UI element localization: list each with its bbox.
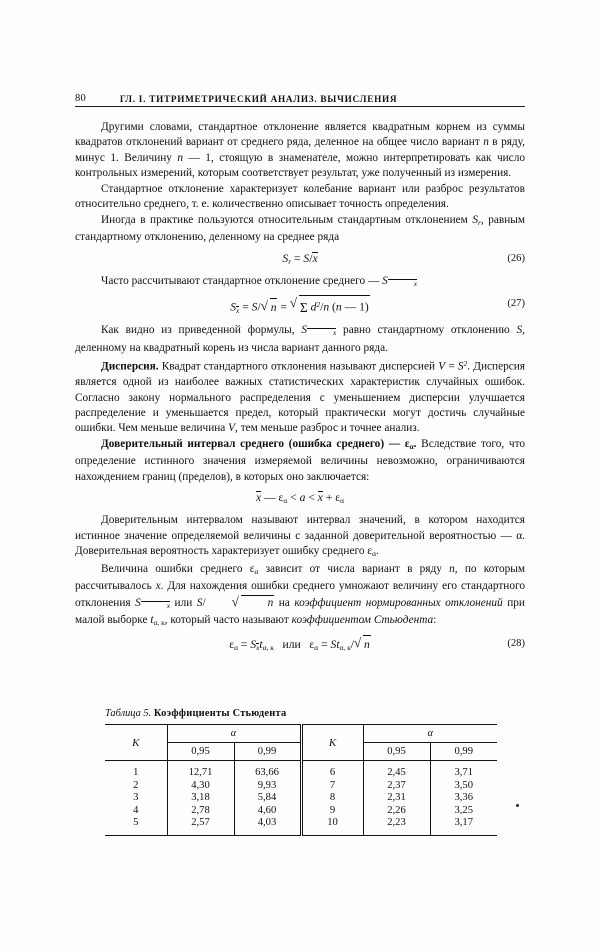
formula-28-number: (28) bbox=[507, 637, 525, 649]
formula-28: $\varepsilon_\alpha = S_xt_{\alpha, к}$ или $\varepsilon_\alpha = St_{\alpha, к}/$ √ n (28) bbox=[75, 635, 525, 656]
table-body bbox=[105, 761, 497, 836]
running-head-rule bbox=[75, 106, 525, 107]
header-sub-right-099: 0,99 bbox=[430, 743, 497, 761]
cell-a99: 4,03 bbox=[234, 817, 301, 835]
cell-a99: 5,84 bbox=[234, 792, 301, 805]
table-row bbox=[105, 761, 497, 780]
table-row bbox=[105, 780, 497, 793]
cell-k2: 6 bbox=[301, 761, 363, 780]
paragraph-1: Другими словами, стандартное отклонение является квадратным корнем из суммы квадратов отклонений вариант от среднего ряда, деленное на общее число вариант n в ряду, минус 1. Величину n — 1, стоящую в знаменателе, можно интерпретировать как число контрольных измерений, которым соответствует результат, уже полученный из измерения. bbox=[75, 121, 526, 180]
table-header-row-1 bbox=[105, 725, 497, 743]
paragraph-6: Дисперсия. Квадрат стандартного отклонения называют дисперсией $V = S^2$. Дисперсия является одной из наиболее важных статистических характеристик случайных ошибок. Согласно закону нормального распределения с уменьшением дисперсии улучшается распределение и уменьшается предел, который практически могут достичь случайные ошибки. Чем меньше величина V, тем меньше разброс и точнее анализ. bbox=[75, 358, 525, 435]
cell-k2: 9 bbox=[301, 805, 363, 818]
cell-a95: 3,18 bbox=[167, 792, 234, 805]
table-head bbox=[105, 725, 497, 761]
table-row bbox=[105, 805, 497, 818]
table-row bbox=[105, 792, 497, 805]
paragraph-8: Доверительным интервалом называют интервал значений, в котором находится истинное значение определяемой величины с заданной доверительной вероятностью — α. Доверительная вероятность характеризует ошибку среднего $\varepsilon_\alpha$. bbox=[75, 514, 525, 559]
cell-a95-2: 2,37 bbox=[363, 780, 430, 793]
formula-27-number: (27) bbox=[507, 298, 525, 310]
cell-a99: 4,60 bbox=[234, 805, 301, 818]
paragraph-6-lead: Дисперсия. bbox=[101, 360, 159, 373]
header-sub-left-095: 0,95 bbox=[167, 743, 234, 761]
cell-a95: 2,78 bbox=[167, 805, 234, 818]
cell-a95-2: 2,31 bbox=[363, 792, 430, 805]
student-coefficients-table bbox=[105, 724, 497, 836]
paragraph-9: Величина ошибки среднего $\varepsilon_\alpha$ зависит от числа вариант в ряду n, по которым рассчитывалось x. Для нахождения ошибки среднего умножают величину его стандартного отклонения S $_x$ или S/ √ n на коэффициент нормированных отклонений при малой выборке $t_{\alpha, к}$, который часто называют коэффициентом Стьюдента: bbox=[75, 562, 525, 631]
cell-a95: 12,71 bbox=[167, 761, 234, 780]
header-sub-left-099: 0,99 bbox=[234, 743, 301, 761]
paragraph-7: Доверительный интервал среднего (ошибка среднего) — $\varepsilon_\alpha$. Вследствие того, что определение истинного значения измеряемой величины невозможно, ограничиваются нахождением границ (пределов), в которых оно заключается: bbox=[75, 437, 526, 483]
header-alpha-left: α bbox=[167, 725, 301, 743]
formula-26-number: (26) bbox=[507, 252, 525, 264]
paragraph-7-lead: Доверительный интервал среднего (ошибка среднего) — $\varepsilon_\alpha$. bbox=[101, 437, 417, 451]
table-caption-number: Таблица 5. bbox=[105, 708, 152, 719]
cell-a99-2: 3,50 bbox=[430, 780, 497, 793]
paragraph-3: Иногда в практике пользуются относительным стандартным отклонением $S_r$, равным стандартному отклонению, деленному на среднее ряда bbox=[75, 213, 525, 244]
paragraph-9-italic-2: коэффициентом Стьюдента bbox=[291, 614, 434, 627]
cell-k2: 8 bbox=[301, 792, 363, 805]
page-number: 80 bbox=[75, 93, 86, 104]
header-k-left: К bbox=[105, 725, 167, 761]
formula-27: $S_x = S/$ √ n = √ Σ $d^2/n$ (n — 1) (27) bbox=[75, 295, 525, 319]
cell-a95: 2,57 bbox=[167, 817, 234, 835]
cell-k2: 7 bbox=[301, 780, 363, 793]
cell-k2: 10 bbox=[301, 817, 363, 835]
body-text bbox=[75, 120, 525, 660]
cell-k: 4 bbox=[133, 804, 139, 816]
paragraph-2: Стандартное отклонение характеризует колебание вариант или разброс результатов относительно среднего, т. е. количественно описывает точность определения. bbox=[75, 182, 525, 211]
table-caption-text: Коэффициенты Стьюдента bbox=[153, 708, 287, 719]
header-alpha-right: α bbox=[363, 725, 497, 743]
paragraph-4: Часто рассчитывают стандартное отклонение среднего — S $_x$ bbox=[101, 274, 418, 288]
paragraph-5: Как видно из приведенной формулы, S $_x$ равно стандартному отклонению S, деленному на квадратный корень из числа вариант данного ряда. bbox=[75, 324, 525, 354]
header-sub-right-095: 0,95 bbox=[363, 743, 430, 761]
formula-confidence-interval: x — $\varepsilon_\alpha < a < x + \varepsilon_\alpha$ bbox=[255, 491, 345, 506]
cell-a99-2: 3,36 bbox=[430, 792, 497, 805]
cell-k: 3 bbox=[133, 792, 139, 804]
cell-a95-2: 2,45 bbox=[363, 761, 430, 780]
cell-k: 5 bbox=[105, 817, 167, 835]
scan-speck-artifact bbox=[516, 804, 519, 807]
cell-a95: 4,30 bbox=[167, 780, 234, 793]
running-head bbox=[75, 88, 525, 104]
formula-26: $S_r = S/x$ (26) bbox=[282, 251, 525, 266]
running-title: ГЛ. I. ТИТРИМЕТРИЧЕСКИЙ АНАЛИЗ. ВЫЧИСЛЕНИЯ bbox=[119, 94, 398, 104]
cell-k: 1 bbox=[105, 761, 167, 780]
cell-a95-2: 2,26 bbox=[363, 805, 430, 818]
cell-a99: 63,66 bbox=[234, 761, 301, 780]
header-k-right: К bbox=[301, 725, 363, 761]
student-coefficients-table-block bbox=[105, 708, 497, 836]
paragraph-9-italic-1: коэффициент нормированных отклонений bbox=[294, 596, 503, 609]
table-caption bbox=[105, 708, 497, 719]
cell-a95-2: 2,23 bbox=[363, 817, 430, 835]
table-row bbox=[105, 817, 497, 835]
cell-k: 2 bbox=[133, 779, 139, 791]
cell-a99-2: 3,25 bbox=[430, 805, 497, 818]
cell-a99: 9,93 bbox=[234, 780, 301, 793]
cell-a99-2: 3,71 bbox=[430, 761, 497, 780]
cell-a99-2: 3,17 bbox=[430, 817, 497, 835]
